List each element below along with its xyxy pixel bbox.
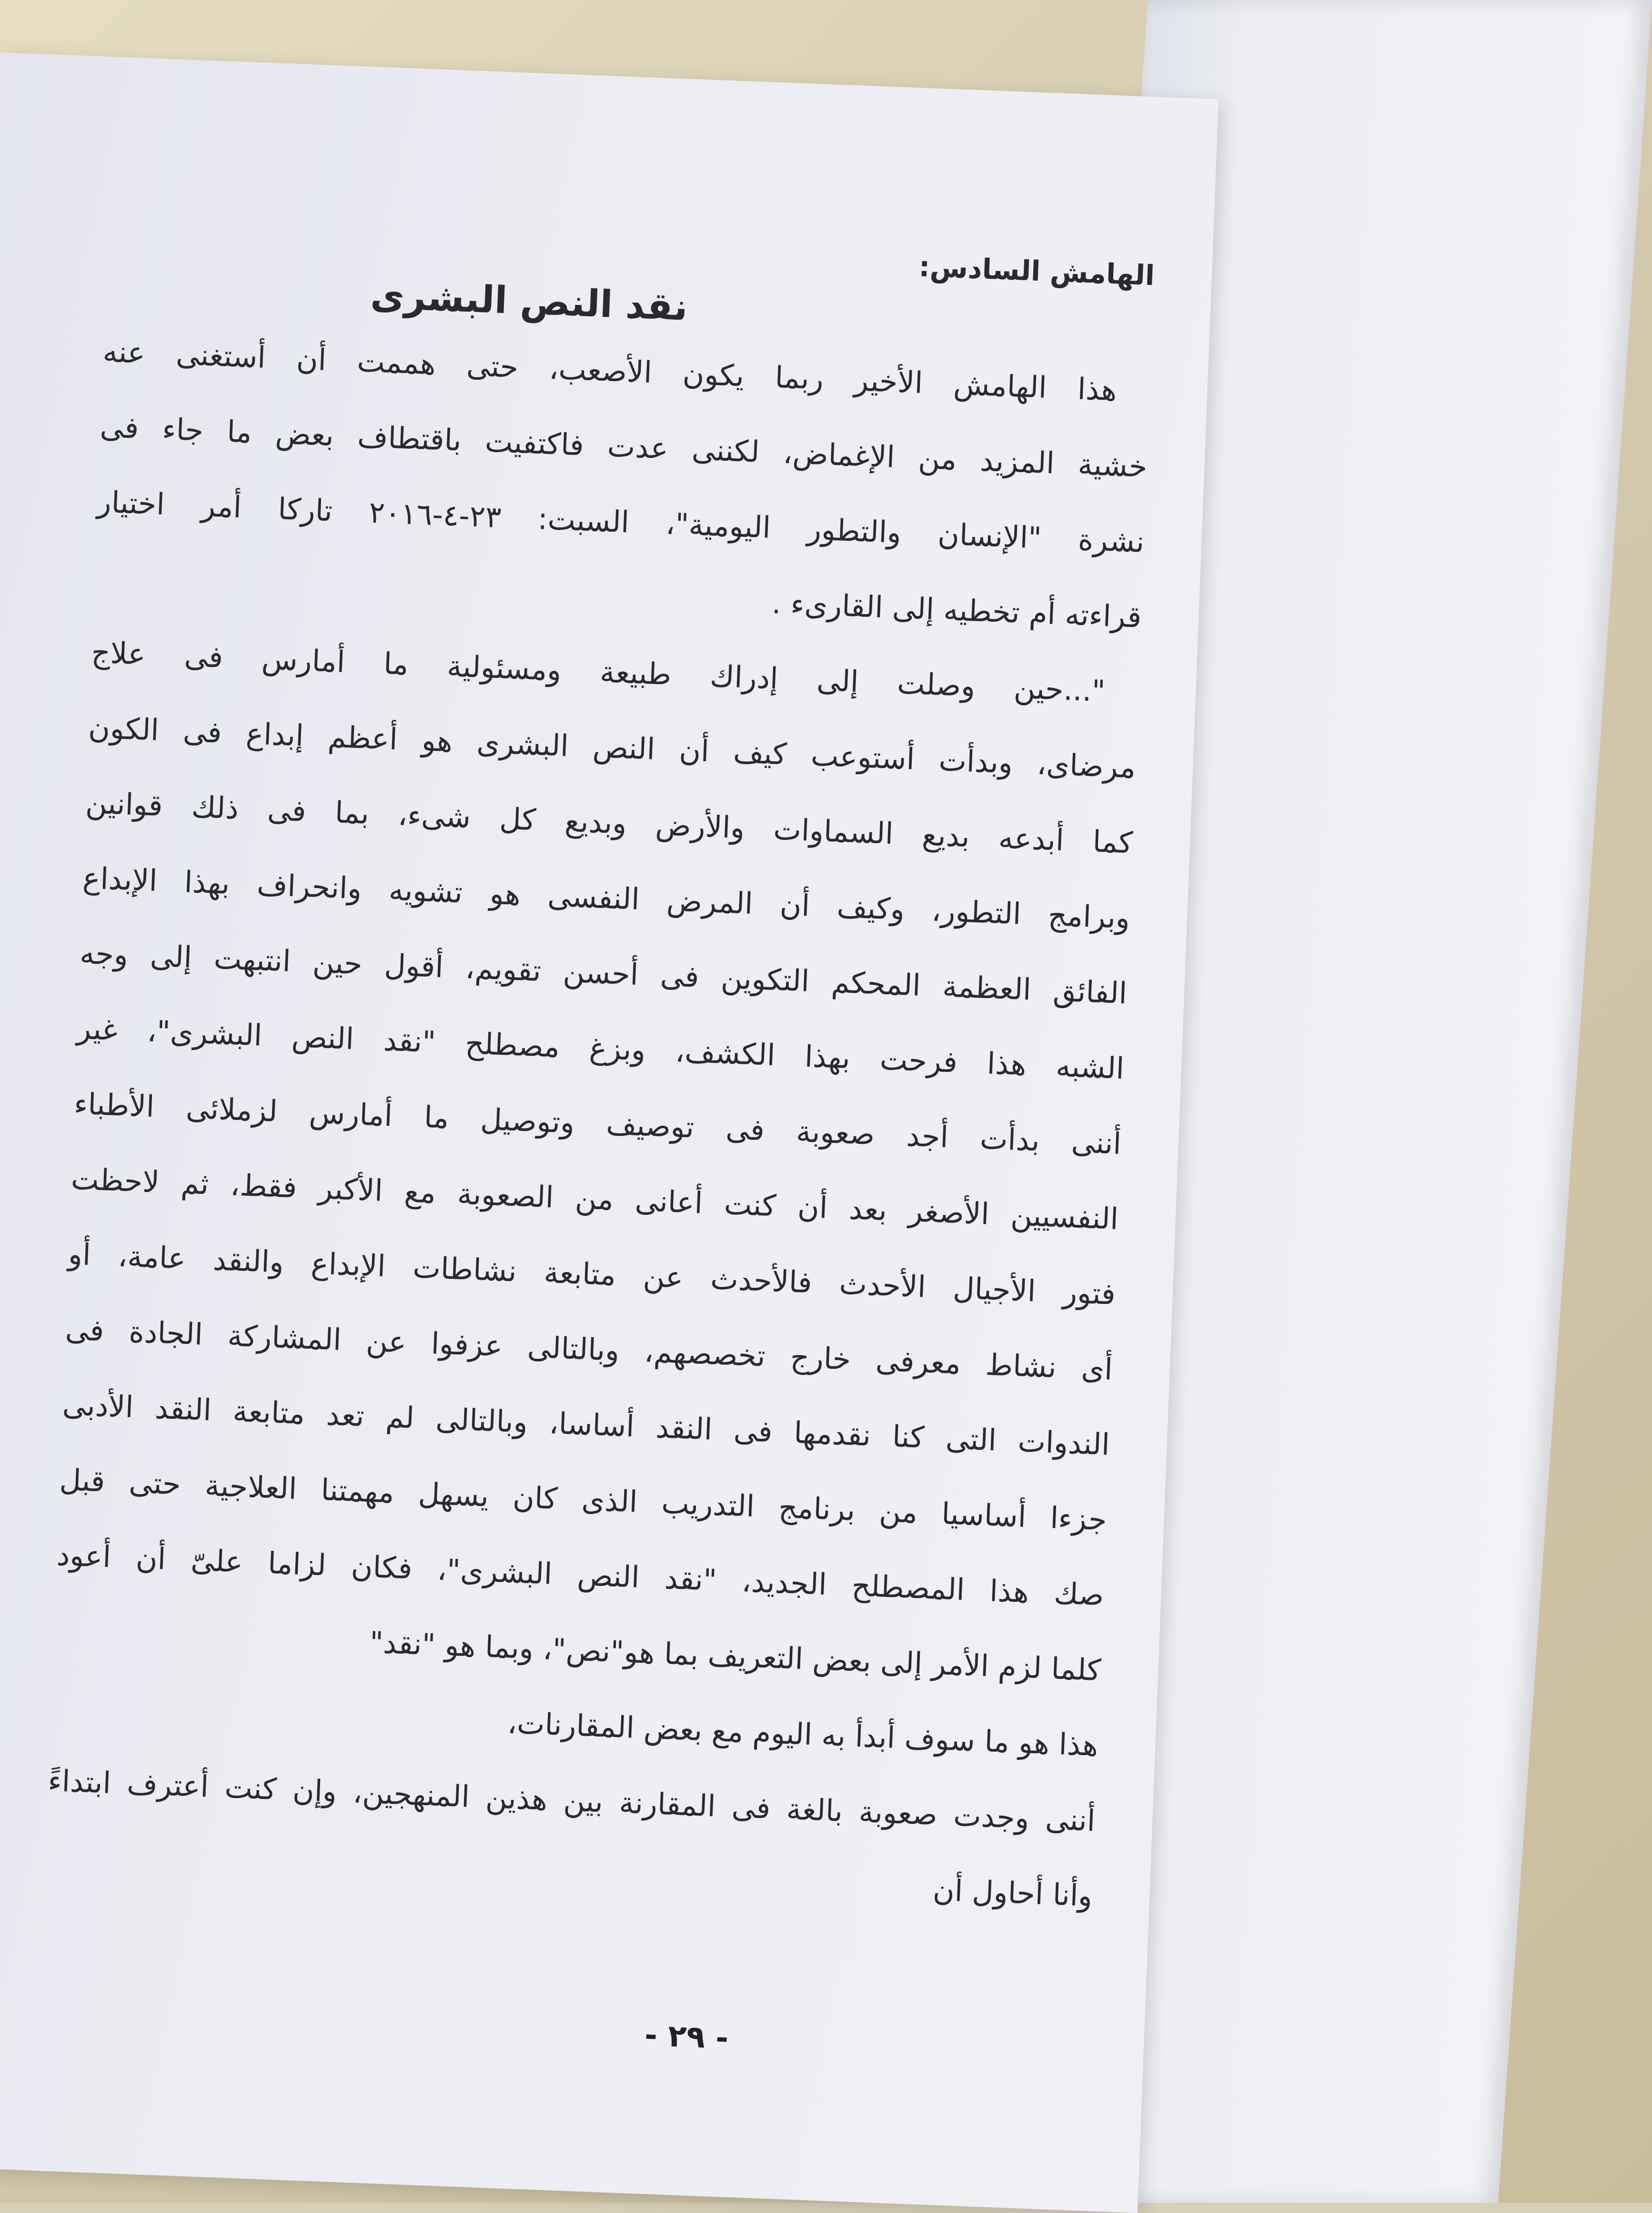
page-number: - ٢٩ -	[644, 2018, 729, 2056]
section-label: الهامش السادس:	[918, 250, 1156, 292]
text-line: قراءته أم تخطيه إلى القارىء .	[771, 586, 1142, 635]
text-line: كلما لزم الأمر إلى بعض التعريف بما هو"نص"، وبما هو "نقد"	[369, 1625, 1102, 1688]
text-line: أننى بدأت أجد صعوبة فى توصيف وتوصيل ما أمارس لزملائى الأطباء	[73, 1086, 1122, 1162]
text-line: النفسيين الأصغر بعد أن كنت أعانى من الصعوبة مع الأكبر فقط، ثم لاحظت	[70, 1161, 1119, 1236]
text-line: هذا هو ما سوف أبدأ به اليوم مع بعض المقارنات،	[506, 1705, 1099, 1763]
text-line: وبرامج التطور، وكيف أن المرض النفسى هو تشويه وانحراف بهذا الإبداع	[82, 860, 1131, 936]
text-line: نشرة "الإنسان والتطور اليومية"، السبت: ٢٣-٤-٢٠١٦ تاركا أمر اختيار	[96, 484, 1145, 559]
text-line: خشية المزيد من الإغماض، لكننى عدت فاكتفيت باقتطاف بعض ما جاء فى	[99, 409, 1148, 485]
paragraph-1	[93, 314, 1152, 655]
text-line: "...حين وصلت إلى إدراك طبيعة ومسئولية ما أمارس فى علاج	[91, 635, 1106, 709]
text-line: الفائق العظمة المحكم التكوين فى أحسن تقويم، أقول حين انتبهت إلى وجه	[79, 935, 1128, 1011]
text-line: صك هذا المصطلح الجديد، "نقد النص البشرى"، فكان لزاما علىّ أن أعود	[56, 1537, 1105, 1613]
text-line: أننى وجدت صعوبة بالغة فى المقارنة بين هذين المنهجين، وإن كنت أعترف ابتداءً	[47, 1763, 1096, 1838]
paragraph-2	[50, 615, 1140, 1783]
page-content	[44, 214, 1156, 1934]
text-line: وأنا أحاول أن	[932, 1872, 1093, 1913]
text-line: الندوات التى كنا نقدمها فى النقد أساسا، وبالتالى لم تعد متابعة النقد الأدبى	[61, 1387, 1110, 1462]
text-line: الشبه هذا فرحت بهذا الكشف، وبزغ مصطلح "نقد النص البشرى"، غير	[76, 1011, 1125, 1086]
text-line: جزءا أساسيا من برنامج التدريب الذى كان يسهل مهمتنا العلاجية حتى قبل	[59, 1462, 1108, 1537]
text-line: مرضاى، وبدأت أستوعب كيف أن النص البشرى هو أعظم إبداع فى الكون	[88, 710, 1137, 785]
text-line: كما أبدعه بديع السماوات والأرض وبديع كل شىء، بما فى ذلك قوانين	[85, 785, 1134, 860]
text-line: فتور الأجيال الأحدث فالأحدث عن متابعة نشاطات الإبداع والنقد عامة، أو	[67, 1236, 1117, 1312]
book-page	[0, 52, 1219, 2213]
text-line: هذا الهامش الأخير ربما يكون الأصعب، حتى هممت أن أستغنى عنه	[102, 333, 1118, 408]
text-line: أى نشاط معرفى خارج تخصصهم، وبالتالى عزفوا عن المشاركة الجادة فى	[64, 1312, 1114, 1387]
page-title: نقد النص البشرى	[370, 274, 689, 329]
